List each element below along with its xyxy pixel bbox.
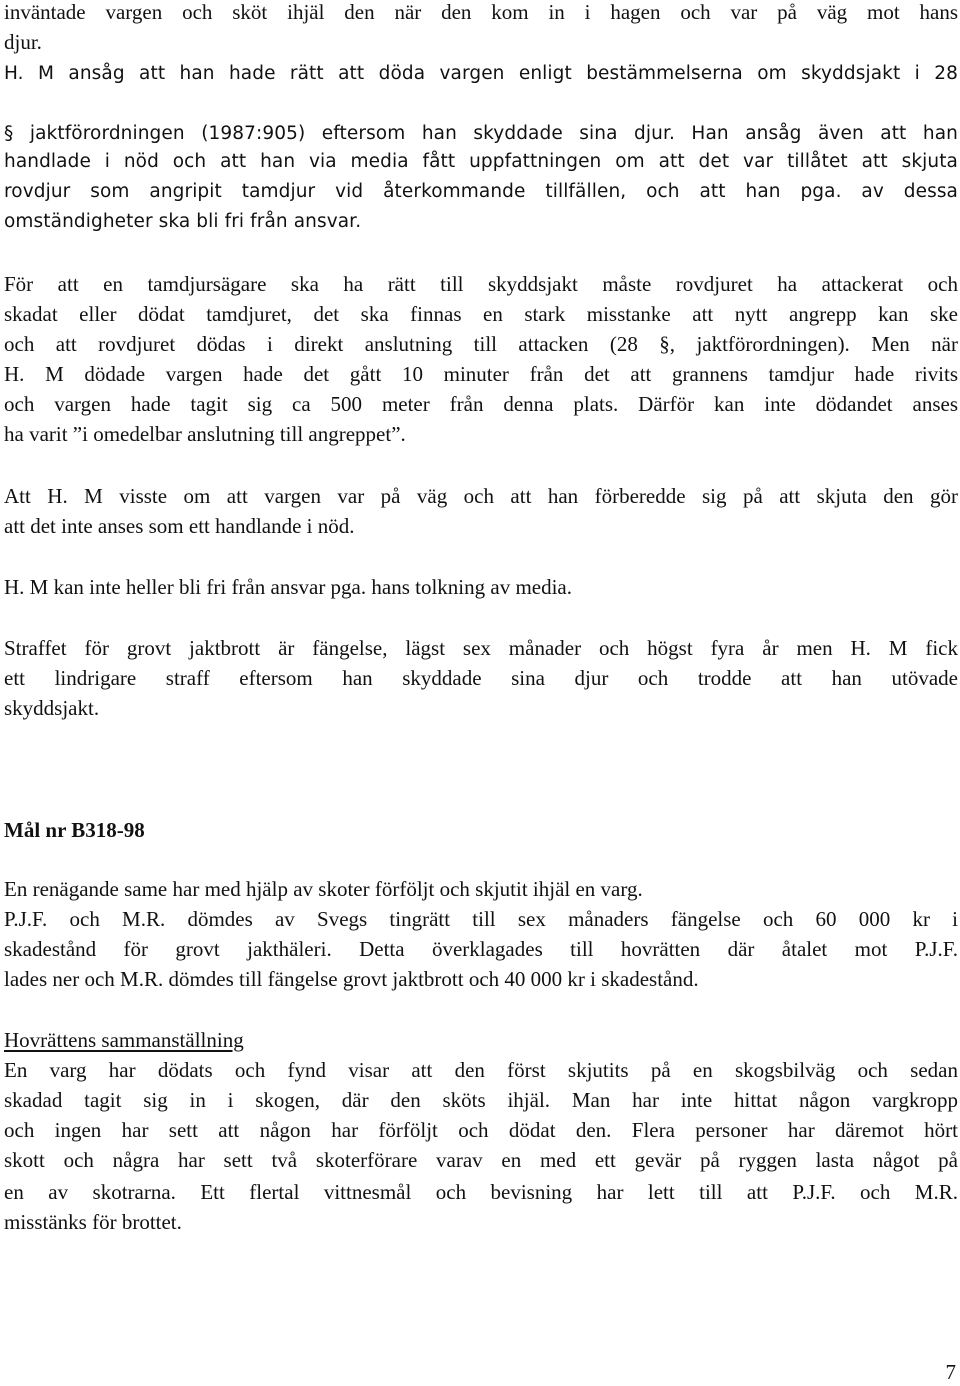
- text-segment-sans: § jaktförordningen (1987:905) eftersom han skyddade sina djur.: [4, 123, 675, 144]
- text-line: djur.: [4, 30, 42, 54]
- text-line: H. M ansåg att han hade rätt att döda vargen enligt bestämmelserna om skyddsjakt i 28: [4, 63, 958, 84]
- section-heading: Hovrättens sammanställning: [4, 1028, 244, 1052]
- text-segment-sans: Han ansåg även att han: [674, 123, 958, 144]
- text-line: lades ner och M.R. dömdes till fängelse grovt jaktbrott och 40 000 kr i skadestånd.: [4, 967, 699, 991]
- text-line: Straffet för grovt jaktbrott är fängelse, lägst sex månader och högst fyra år men H. M fick: [4, 636, 958, 660]
- text-line: P.J.F. och M.R. dömdes av Svegs tingrätt till sex månaders fängelse och 60 000 kr i: [4, 907, 958, 931]
- text-line: ha varit ”i omedelbar anslutning till angreppet”.: [4, 422, 406, 446]
- text-line: att det inte anses som ett handlande i nöd.: [4, 514, 355, 538]
- text-line: en av skotrarna. Ett flertal vittnesmål och bevisning har lett till att P.J.F. och M.R.: [4, 1180, 958, 1204]
- text-line: För att en tamdjursägare ska ha rätt till skyddsjakt måste rovdjuret ha attackerat och: [4, 272, 958, 296]
- text-line: misstänks för brottet.: [4, 1210, 182, 1234]
- text-line-mixed: [4, 117, 958, 149]
- text-line: H. M kan inte heller bli fri från ansvar pga. hans tolkning av media.: [4, 575, 573, 599]
- text-line: En varg har dödats och fynd visar att den först skjutits på en skogsbilväg och sedan: [4, 1058, 958, 1082]
- text-line: och att rovdjuret dödas i direkt anslutning till attacken (28 §, jaktförordningen). Men när: [4, 332, 958, 356]
- text-line: handlade i nöd och att han via media fått uppfattningen om att det var tillåtet att skjuta: [4, 151, 958, 172]
- text-line: inväntade vargen och sköt ihjäl den när den kom in i hagen och var på väg mot hans: [4, 0, 958, 24]
- text-line: skadad tagit sig in i skogen, där den sköts ihjäl. Man har inte hittat någon vargkropp: [4, 1088, 958, 1112]
- text-line: skyddsjakt.: [4, 696, 100, 720]
- text-line: rovdjur som angripit tamdjur vid återkommande tillfällen, och att han pga. av dessa: [4, 181, 958, 202]
- text-line: skadat eller dödat tamdjuret, det ska finnas en stark misstanke att nytt angrepp kan ske: [4, 302, 958, 326]
- text-line: skott och några har sett två skoterförare varav en med ett gevär på ryggen lasta något på: [4, 1148, 958, 1172]
- text-line: och vargen hade tagit sig ca 500 meter från denna plats. Därför kan inte dödandet anses: [4, 392, 958, 416]
- text-line: och ingen har sett att någon har förföljt och dödat den. Flera personer har däremot hört: [4, 1118, 958, 1142]
- text-line: skadestånd för grovt jakthäleri. Detta överklagades till hovrätten där åtalet mot P.J.F.: [4, 937, 958, 961]
- text-line: omständigheter ska bli fri från ansvar.: [4, 211, 362, 232]
- case-title: Mål nr B318-98: [4, 818, 145, 842]
- text-line: ett lindrigare straff eftersom han skyddade sina djur och trodde att han utövade: [4, 666, 958, 690]
- text-line: Att H. M visste om att vargen var på väg och att han förberedde sig på att skjuta den gör: [4, 484, 958, 508]
- page-number: 7: [945, 1360, 956, 1384]
- text-line: H. M dödade vargen hade det gått 10 minuter från det att grannens tamdjur hade rivits: [4, 362, 958, 386]
- text-line: En renägande same har med hjälp av skoter förföljt och skjutit ihjäl en varg.: [4, 877, 643, 901]
